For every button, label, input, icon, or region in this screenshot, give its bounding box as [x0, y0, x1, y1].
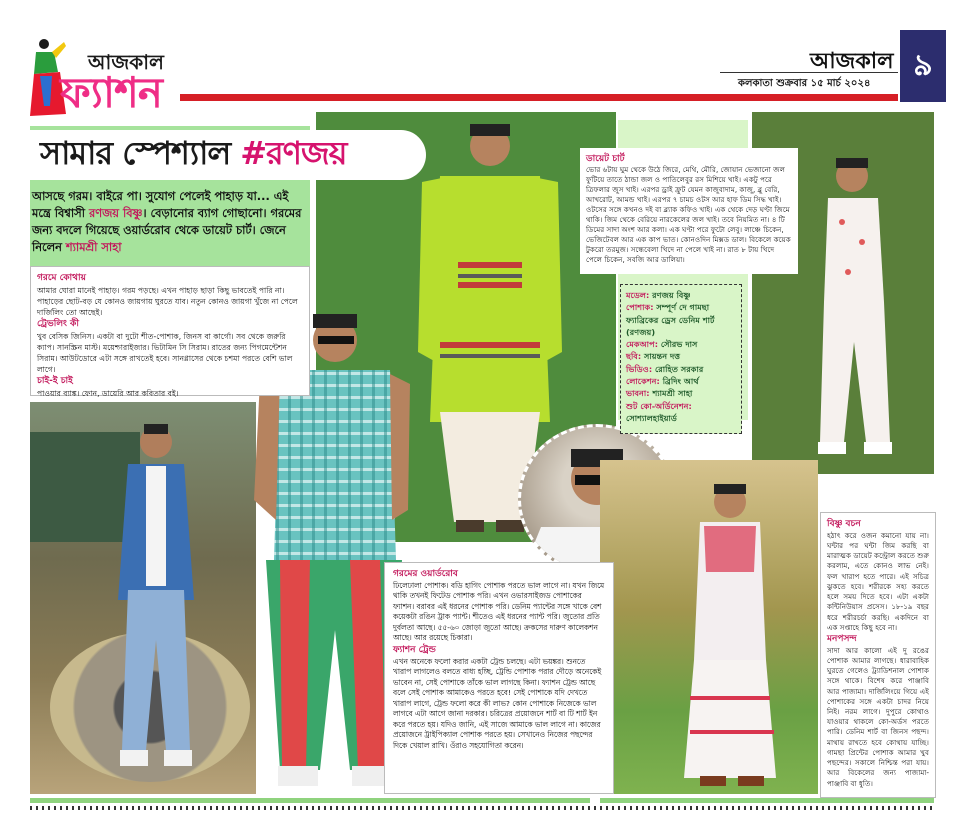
- wardrobe-box: [384, 562, 614, 794]
- wardrobe-text: ঢিলেঢালা পোশাক। বডি হাগিং পোশাক পরতে ভাল লাগে না। যখন জিমে থাকি তখনই ফিটেড পোশাক পরি। এখন ওভারসাইজড পোশাকের ফ্যাশন। বরাবর এই ধরনের পোশাক পরি। ডেনিম প্যান্টের সঙ্গে খাকে বেশ কয়েকটা রঙিন ট্রাক প্যান্ট। শীতেও এই ধরনের প্যান্ট পরি। জুতোর প্রতি দুর্বলতা আছে। ৫৫-৬০ জোড়া জুতো আছে। ক্রকসের দারুণ কালেকশন আছে। আর রয়েছে চিকারা।: [393, 580, 605, 643]
- page-title: [30, 130, 426, 180]
- trend-text: এখন অনেকে ফলো করার একটা ট্রেন্ড চলছে। এটা ভয়ঙ্কর। শুনতে খারাপ লাগলেও বলতে বাধ্য হচ্ছি, ট্রেন্ডি পোশাক পরার দৌড়ে অনেকেই ভাবেন না, সেই পোশাকে তাঁকে ভাল লাগছে কিনা। ফ্যাশন ট্রেন্ড আছে বলে সেই পোশাক আমাকেও পরতে হবে! সেই পোশাকে যদি দেখতে খারাপ লাগে, ট্রেন্ড ফলো করে কী লাভ? কোন পোশাকে নিজেকে ভাল লাগবে এটা আগে জানা দরকার। চরিত্রের প্রয়োজনে শার্ট বা টি শার্ট ইন করে পরতে হয়। যদিও জানি, এই সাজে আমাকে ভাল লাগে না। কাজের প্রয়োজনে ট্রাইপিক্যাল পোশাক পরতে হয়। সেখানেও নিজের পছন্দের দিকে খেয়াল রাখি। ওঁরাও সহযোগিতা করেন।: [393, 656, 602, 750]
- credit-value: শ্যামশ্রী সাহা: [652, 388, 693, 399]
- favourites-text: সাদা আর কালো এই দু রঙের পোশাক আমার লাগছে। ধারাবাহিক ঘুরতে গেলেও ট্র্যাডিশনাল পোশাক সঙ্গে থাকে। বিশেষ করে পাঞ্জাবি আর পাজামা। দার্জিলিংয়ে গিয়ে এই পোশাকের সঙ্গে একটা চাদর নিয়ে নিই। নরম লাগে। দুপুরে কোথাও যাওয়ার থাকলে কো-অর্ডস পরতে পারি। ডেনিম শার্ট বা জিনস পছন্দ। মাথায় রাখতে হবে কোথায় যাচ্ছি। গামছা প্রিন্টের পোশাক আমার খুব পছন্দের। সকালে নিশ্চিন্ত পরা যায়। আর বিকেলের জন্য পাজামা-পাঞ্জাবি বা ধুতি।: [827, 645, 929, 788]
- model-denim-figure: [106, 420, 206, 780]
- photo-denim-outfit: [30, 402, 256, 794]
- credit-key: লোকেশন:: [626, 376, 660, 387]
- credit-key: ছবি:: [626, 351, 642, 362]
- packing-heading: ট্রেভলিং কী: [37, 319, 79, 330]
- travel-info-box: [30, 266, 310, 399]
- bottom-bar-left: [30, 798, 590, 803]
- intro-paragraph: [32, 188, 310, 256]
- credit-key: শুট কো-অর্ডিনেশন:: [626, 400, 692, 411]
- credit-line: [626, 375, 736, 387]
- page-title-hashtag: #রণজয়: [240, 134, 347, 172]
- credits-box: [620, 284, 742, 434]
- header-red-rule: [180, 94, 898, 101]
- page-title-main: সামার স্পেশ্যাল: [40, 134, 231, 172]
- must-have-heading: চাই-ই চাই: [37, 376, 73, 387]
- credit-value: সায়ন্তন দত্ত: [644, 351, 681, 362]
- quotes-box: [820, 512, 936, 798]
- trend-heading: ফ্যাশন ট্রেন্ড: [393, 644, 436, 655]
- credit-key: মেকআপ:: [626, 339, 658, 350]
- credit-key: ভাবনা:: [626, 388, 650, 399]
- quotes-heading: বিষ্ণু বচন: [827, 519, 861, 529]
- brand-logo: [22, 28, 192, 118]
- dateline: কলকাতা শুক্রবার ১৫ মার্চ ২০২৪: [738, 78, 871, 89]
- brand-name: আজকাল: [88, 50, 164, 74]
- intro-text-start: আসছে গরম। বাইরে পা। সুযোগ পেলেই পাহাড় যা... এই মন্ত্রে বিশ্বাসী: [32, 189, 289, 221]
- credit-key: পোশাক:: [626, 302, 654, 313]
- credit-value: ব্রিদিং আর্থ: [662, 376, 699, 387]
- diet-heading: ডায়েট চার্ট: [586, 154, 625, 164]
- packing-text: খুব বেসিক জিনিস। একটা বা দুটো শীত-পোশাক, জিনস বা কার্গো। সব থেকে জরুরি ক্যাপ। সানস্ক্রিন মাস্ট। ময়েশ্চারাইজার। ভিটামিন সি সিরাম। রাতের জন্য পিগমেন্টেশন সিরাম। আউটডোরে এটা সঙ্গে রাখতেই হবে। সানগ্লাসের থেকে চশমা পরতে বেশি ভাল লাগে।: [37, 332, 293, 375]
- masthead: আজকাল: [810, 48, 894, 74]
- photo-white-kurta: [600, 460, 818, 794]
- favourites-heading: মনপসন্দ: [827, 633, 857, 644]
- brand-section: ফ্যাশন: [60, 68, 162, 117]
- model-white-kurta-figure: [600, 460, 818, 794]
- credit-line: [626, 350, 736, 362]
- diet-chart-box: [580, 148, 798, 274]
- intro-highlight-name: রণজয় বিষ্ণু: [88, 206, 143, 221]
- credit-line: [626, 301, 736, 338]
- credit-value: সম্পূর্ণ দে গামছা ফ্যাব্রিকের ড্রেস ডেনিম শার্ট (রণজয়): [626, 302, 715, 337]
- intro-text-end: । বেড়ানোর ব্যাগ গোছানো। গরমের জন্য বদলে গিয়েছে ওয়ার্ডরোব থেকে ডায়েট চার্ট। জেনে নিলেন: [32, 206, 302, 255]
- intro-author: শ্যামশ্রী সাহা: [65, 240, 122, 255]
- credit-line: [626, 289, 736, 301]
- diet-text: ভোর ৬টায় ঘুম থেকে উঠে জিরে, মেথি, মৌরি, জোয়ান ভেজানো জল ফুটিয়ে তাতে ঠান্ডা জল ও পাতিলেবুর রস মিশিয়ে খাই। একটু পরে ত্রিফলার জুস খাই। এরপর ড্রাই ফ্রুট যেমন কাজুবাদাম, কাজু, ব্লু বেরি, আখরোট, আমন্ড খাই। এরপর ৭ চামচ ওটস আর হাফ ডিম সিদ্ধ খাই। ওটসের সঙ্গে কখনও দই বা ব্ল্যাক কফিও খাই। এক থেকে দেড় ঘণ্টা জিমে থাকি। জিম থেকে বেরিয়ে নারকেলের জল খাই। তবে নিয়মিত না। ৪ টি ডিমের সাদা অংশ আর কলা। এক ঘণ্টা পরে ফুটো লেবু। লাঞ্চে চিকেন, ভেজিটেবল আর এক কাপ ভাত। কোনওদিন মিক্সড ডাল। বিকেলে কয়েক টুকরো তরমুজ। সন্ধেবেলা খিদে না পেলে খাই না। রাত ৮ টায় খিদে পেলে চিকেন, সবজি আর ডালিয়া।: [586, 165, 791, 264]
- credit-key: মডেল:: [626, 290, 650, 300]
- bottom-bar-right: [600, 798, 934, 803]
- credit-line: [626, 387, 736, 399]
- credit-value: সোশ্যালহাইয়ার্ড: [626, 412, 677, 423]
- wardrobe-heading: গরমের ওয়ার্ডরোব: [393, 569, 458, 579]
- travel-text: আমার ঘোরা মানেই পাহাড়। গরম পড়ছে। এখন পাহাড় ছাড়া কিছু ভাবতেই পারি না। পাহাড়ের ছোট-বড় যে কোনও জায়গায় ঘুরতে যাব। নতুন কোনও জায়গা খুঁজে না পেলে দার্জিলিং তো আছেই।: [37, 286, 298, 318]
- quotes-text: হঠাৎ করে ওজন কমানো যায় না। ঘন্টার পর ঘন্টা জিম করছি বা মারাত্মক ডায়েট কন্ট্রোল করতে শুরু করলাম, এতে কোনও লাভ নেই। ফল খারাপ হতে পারে। এই সচিত্র ঝুকতে হবে। শরীরকে সহ্য করতে হলে সময় দিতে হবে। এটা একটা কন্টিনিউয়াস প্রসেস। ১৮-১৯ বছর ধরে শরীরচর্চা করছি। একদিনে বা এক সপ্তাহে কিছু হবে না।: [827, 530, 929, 632]
- credit-key: ভিডিও:: [626, 363, 653, 374]
- bottom-dotted-rule: [30, 806, 934, 810]
- credit-value: রণজয় বিষ্ণু: [652, 290, 691, 300]
- travel-heading: গরমে কোথায়: [37, 273, 86, 283]
- credit-value: সৌরভ দাস: [660, 339, 698, 350]
- page-number: ৯: [900, 30, 946, 102]
- credit-line: [626, 400, 736, 425]
- must-have-text: পাওয়ার ব্যাঙ্ক। ফোন, ডায়েরি আর কবিতার বই।: [37, 389, 179, 399]
- credit-line: [626, 338, 736, 350]
- credit-value: রোহিত সরকার: [654, 363, 704, 374]
- credit-line: [626, 363, 736, 375]
